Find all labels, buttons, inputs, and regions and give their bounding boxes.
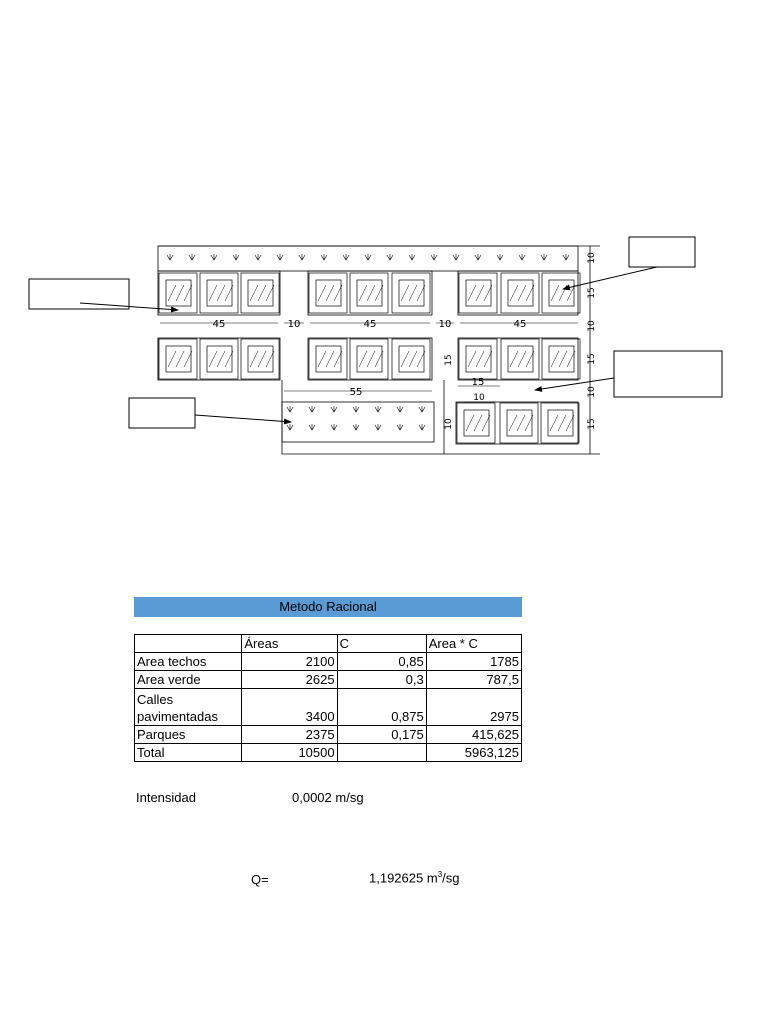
grass-icon xyxy=(287,424,293,430)
roof-hatch-line xyxy=(517,415,525,431)
roof-hatch-line xyxy=(401,351,409,367)
dim-street-1: 10 xyxy=(287,319,301,330)
dim-street-2: 10 xyxy=(438,319,452,330)
roof-hatch-line xyxy=(468,351,476,367)
grass-icon xyxy=(375,406,381,412)
dim-lot-1: 45 xyxy=(212,319,226,330)
roof-hatch-line xyxy=(258,285,266,301)
roof-hatch-line xyxy=(250,285,258,301)
row-label: Total xyxy=(135,744,242,762)
row-label xyxy=(135,689,242,726)
grass-icon xyxy=(375,424,381,430)
table-row xyxy=(135,671,522,689)
house-roof-icon xyxy=(207,346,232,372)
house-roof-icon xyxy=(464,410,489,436)
grass-icon xyxy=(419,424,425,430)
roof-hatch-line xyxy=(176,285,184,301)
rational-method-table xyxy=(134,634,522,762)
flow-unit-exp: 3 xyxy=(437,870,443,879)
dim-lot-3: 45 xyxy=(513,319,527,330)
house-roof-icon xyxy=(507,410,532,436)
roof-hatch-line xyxy=(550,415,558,431)
flow-unit-suffix: /sg xyxy=(442,870,460,886)
grass-icon xyxy=(353,424,359,430)
table-title: Metodo Racional xyxy=(134,597,522,617)
roof-hatch-line xyxy=(359,285,367,301)
flow-label: Q= xyxy=(251,872,269,887)
dim-walk-10: 10 xyxy=(473,393,485,403)
roof-hatch-line xyxy=(509,415,517,431)
ac-cell: 415,625 xyxy=(426,726,521,744)
grass-icon xyxy=(397,424,403,430)
roof-hatch-line xyxy=(168,285,176,301)
house-roof-icon xyxy=(248,280,273,306)
intensity-label: Intensidad xyxy=(136,790,196,805)
grass-icon xyxy=(387,254,393,260)
row-label-line: pavimentadas xyxy=(137,709,218,724)
grass-icon xyxy=(343,254,349,260)
intensity-unit: m/sg xyxy=(335,790,364,805)
grass-icon xyxy=(519,254,525,260)
roof-hatch-line xyxy=(476,285,484,301)
roof-hatch-line xyxy=(409,351,417,367)
arrow-bottom-left xyxy=(195,415,291,422)
grass-icon xyxy=(563,254,569,260)
ac-cell: 1785 xyxy=(426,653,521,671)
grass-icon xyxy=(277,254,283,260)
table-header-row xyxy=(135,635,522,653)
roof-hatch-line xyxy=(518,285,526,301)
house-roof-icon xyxy=(357,280,382,306)
roof-hatch-line xyxy=(474,415,482,431)
grass-icon xyxy=(211,254,217,260)
grass-icon xyxy=(287,406,293,412)
roof-hatch-line xyxy=(558,415,566,431)
row-label: Parques xyxy=(135,726,242,744)
roof-hatch-line xyxy=(326,351,334,367)
grass-icon xyxy=(397,406,403,412)
lot-row-bottom xyxy=(456,402,578,444)
roof-hatch-line xyxy=(510,285,518,301)
ac-cell: 787,5 xyxy=(426,671,521,689)
dim-side-15-c: 15 xyxy=(587,418,597,430)
house-roof-icon xyxy=(466,346,491,372)
row-label: Area verde xyxy=(135,671,242,689)
area-cell: 3400 xyxy=(242,689,337,726)
grass-icon xyxy=(541,254,547,260)
dim-side-10-a: 10 xyxy=(587,252,597,264)
header-cell: C xyxy=(337,635,426,653)
dim-walk-15: 15 xyxy=(471,377,485,388)
dim-inner-15: 15 xyxy=(444,354,454,366)
flow-unit-base: m xyxy=(426,870,438,886)
area-cell: 2100 xyxy=(242,653,337,671)
grass-icon xyxy=(331,424,337,430)
house-roof-icon xyxy=(508,346,533,372)
house-roof-icon xyxy=(357,346,382,372)
area-cell: 2375 xyxy=(242,726,337,744)
house-roof-icon xyxy=(549,280,574,306)
roof-hatch-line xyxy=(318,351,326,367)
header-cell: Áreas xyxy=(242,635,337,653)
house-roof-icon xyxy=(166,280,191,306)
roof-hatch-line xyxy=(367,351,375,367)
grass-icon xyxy=(255,254,261,260)
site-plan-drawing xyxy=(0,0,768,470)
grass-icon xyxy=(321,254,327,260)
roof-hatch-line xyxy=(326,285,334,301)
callout-box-right xyxy=(614,351,722,397)
dim-park: 55 xyxy=(349,387,363,398)
plan-outline xyxy=(158,246,600,454)
grass-icon xyxy=(167,254,173,260)
roof-hatch-line xyxy=(551,285,559,301)
dim-side-15-b: 15 xyxy=(587,353,597,365)
house-roof-icon xyxy=(207,280,232,306)
callout-boxes xyxy=(29,237,722,428)
roof-hatch-line xyxy=(559,285,567,301)
house-roof-icon xyxy=(248,346,273,372)
house-icons xyxy=(159,273,580,443)
house-roof-icon xyxy=(508,280,533,306)
house-roof-icon xyxy=(548,410,573,436)
grass-icon xyxy=(497,254,503,260)
roof-hatch-line xyxy=(409,285,417,301)
roof-hatch-line xyxy=(250,351,258,367)
grass-icon xyxy=(189,254,195,260)
roof-hatch-line xyxy=(518,351,526,367)
park-green-strip xyxy=(282,402,434,442)
grass-icon xyxy=(419,406,425,412)
c-cell: 0,175 xyxy=(337,726,426,744)
intensity-value xyxy=(292,790,364,805)
row-label: Area techos xyxy=(135,653,242,671)
roof-hatch-line xyxy=(258,351,266,367)
arrow-top-right xyxy=(563,267,657,289)
roof-hatch-line xyxy=(559,351,567,367)
grass-icon xyxy=(409,254,415,260)
roof-hatch-line xyxy=(367,285,375,301)
flow-value xyxy=(369,870,460,885)
dim-side-15-a: 15 xyxy=(587,287,597,299)
house-roof-icon xyxy=(399,346,424,372)
dim-side-10-c: 10 xyxy=(587,386,597,398)
ac-cell: 2975 xyxy=(426,689,521,726)
dim-lot-2: 45 xyxy=(363,319,377,330)
header-cell: Area * C xyxy=(426,635,521,653)
dim-side-10-b: 10 xyxy=(587,320,597,332)
area-cell: 2625 xyxy=(242,671,337,689)
grass-icon xyxy=(309,424,315,430)
roof-hatch-line xyxy=(168,351,176,367)
roof-hatch-line xyxy=(468,285,476,301)
callout-box-left xyxy=(29,279,129,309)
grass-icon xyxy=(309,406,315,412)
c-cell xyxy=(337,744,426,762)
callout-box-bottom-left xyxy=(129,398,195,428)
roof-hatch-line xyxy=(401,285,409,301)
house-roof-icon xyxy=(399,280,424,306)
intensity-number: 0,0002 xyxy=(292,790,332,805)
callout-box-top-right xyxy=(629,237,695,267)
c-cell: 0,85 xyxy=(337,653,426,671)
house-roof-icon xyxy=(466,280,491,306)
ac-cell: 5963,125 xyxy=(426,744,521,762)
house-roof-icon xyxy=(316,280,341,306)
table-total-row xyxy=(135,744,522,762)
c-cell: 0,875 xyxy=(337,689,426,726)
roof-hatch-line xyxy=(466,415,474,431)
house-roof-icon xyxy=(549,346,574,372)
grass-icon xyxy=(353,406,359,412)
roof-hatch-line xyxy=(510,351,518,367)
roof-hatch-line xyxy=(318,285,326,301)
roof-hatch-line xyxy=(217,351,225,367)
grass-icon xyxy=(475,254,481,260)
row-label-line: Calles xyxy=(137,692,174,707)
table-row xyxy=(135,689,522,726)
roof-hatch-line xyxy=(359,351,367,367)
roof-hatch-line xyxy=(176,351,184,367)
roof-hatch-line xyxy=(209,285,217,301)
roof-hatch-line xyxy=(551,351,559,367)
roof-hatch-line xyxy=(209,351,217,367)
grass-icon xyxy=(299,254,305,260)
grass-icon xyxy=(233,254,239,260)
roof-hatch-line xyxy=(217,285,225,301)
flow-number: 1,192625 xyxy=(369,870,424,886)
grass-symbols xyxy=(167,254,569,430)
header-cell xyxy=(135,635,242,653)
grass-icon xyxy=(365,254,371,260)
table-row xyxy=(135,726,522,744)
c-cell: 0,3 xyxy=(337,671,426,689)
area-cell: 10500 xyxy=(242,744,337,762)
house-roof-icon xyxy=(316,346,341,372)
roof-hatch-line xyxy=(476,351,484,367)
house-roof-icon xyxy=(166,346,191,372)
grass-icon xyxy=(431,254,437,260)
table-row xyxy=(135,653,522,671)
grass-icon xyxy=(453,254,459,260)
grass-icon xyxy=(331,406,337,412)
dim-inner-10: 10 xyxy=(444,418,454,430)
